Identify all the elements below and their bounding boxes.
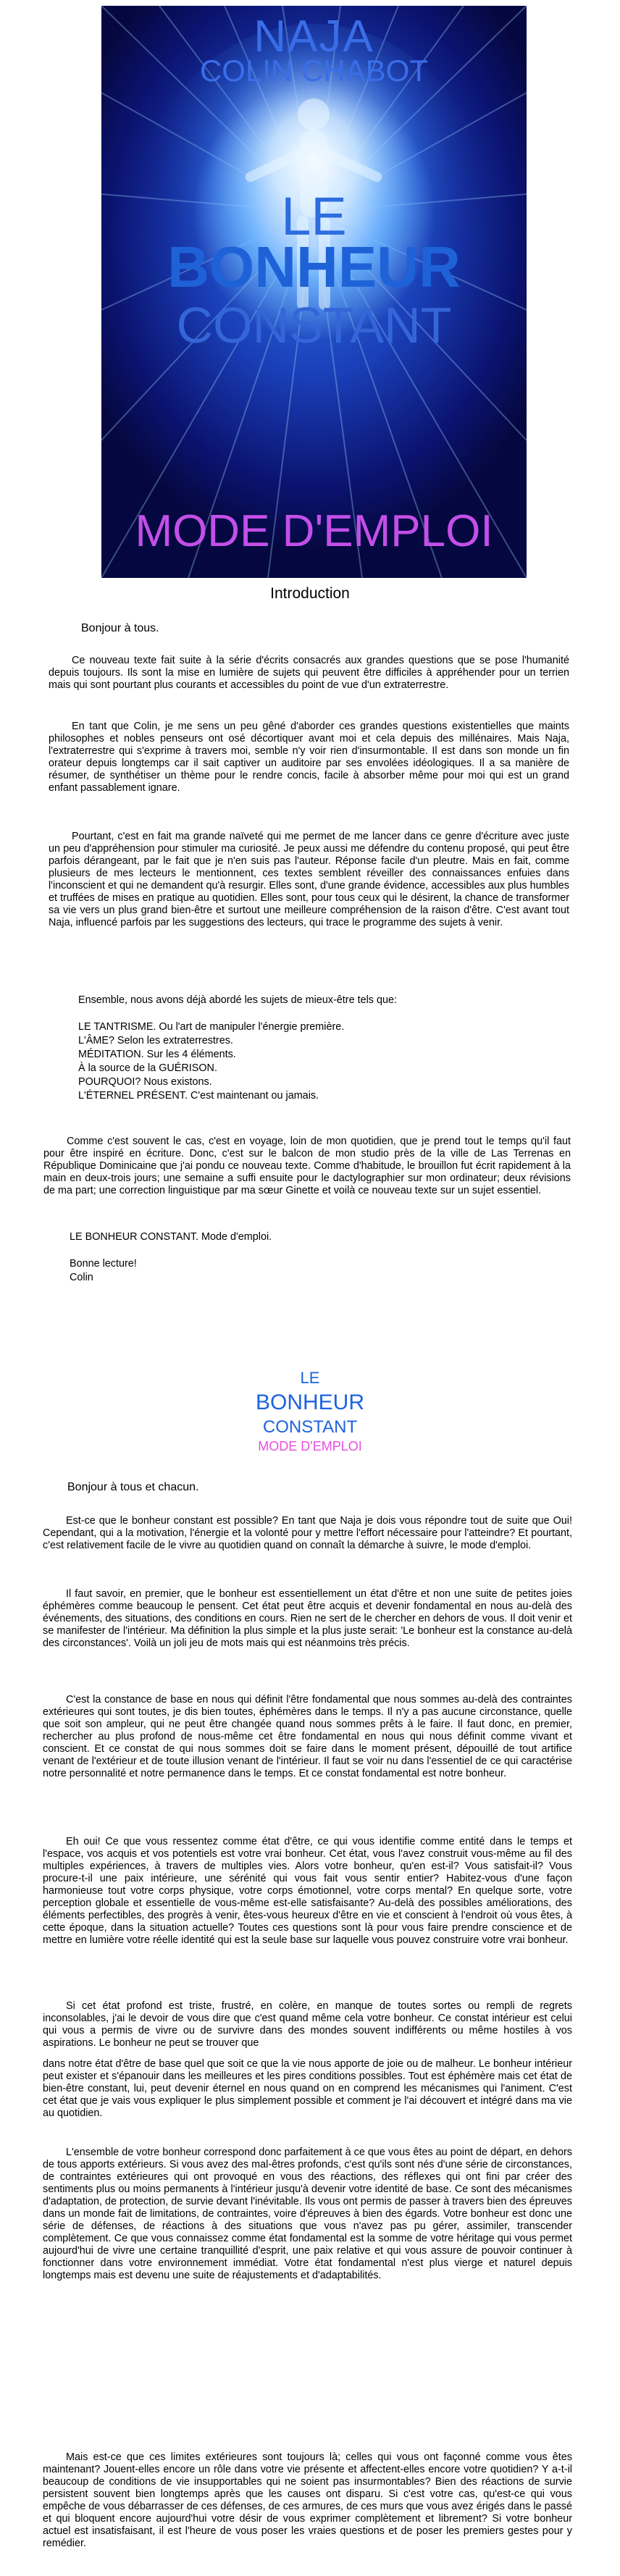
- intro-paragraph-4: Comme c'est souvent le cas, c'est en voyage, loin de mon quotidien, que je prend tout le temps qu'il faut pour être inspiré en écriture. Donc, c'est sur le balcon de mon studio près de la ville de Las Terrenas en République Dominicaine que j'ai pondu ce nouveau texte. Comme d'habitude, le brouillon fut écrit rapidement à la main en deux-trois jours; une semaine a suffi ensuite pour le dactylographier sur mon ordinateur; deux révisions de ma part; une correction linguistique par ma sœur Ginette et voilà ce nouveau texte sur un sujet essentiel.: [43, 1136, 571, 1196]
- intro-closing: Bonne lecture!: [70, 1258, 137, 1270]
- cover-author-first: NAJA: [254, 12, 374, 62]
- topic-item: À la source de la GUÉRISON.: [78, 1062, 217, 1074]
- cover-author-second: COLIN CHABOT: [199, 54, 429, 88]
- intro-announcement: LE BONHEUR CONSTANT. Mode d'emploi.: [70, 1231, 272, 1243]
- body-paragraph-1: Est-ce que le bonheur constant est possible? En tant que Naja je dois vous répondre tout de suite que Oui! Cependant, qui a la motivation, l'énergie et la volonté pour y mettre l'effort nécessaire pour l'atteindre? Et pourtant, c'est relativement facile de le vivre au quotidien quand on connaît la démarche à suivre, le mode d'emploi.: [43, 1515, 572, 1551]
- logo-mode: MODE D'EMPLOI: [258, 1439, 362, 1453]
- topic-item: MÉDITATION. Sur les 4 éléments.: [78, 1049, 236, 1060]
- body-paragraph-3: C'est la constance de base en nous qui définit l'être fondamental que nous sommes au-delà des contraintes extérieures qui sont toutes, je dis bien toutes, éphémères dans le temps. Il n'y a pas aucune circonstance, quelle que soit son ampleur, qui ne peut être changée quand nous sommes prêts à le faire. Il faut donc, en premier, rechercher au plus profond de nous-même cet être fondamental en nous qui nous définit comme vivant et conscient. Et ce constat de qui nous sommes doit se faire dans le moment présent, dépouillé de tout artifice venant de l'extérieur et de toute illusion venant de l'intérieur. Il faut se voir nu dans l'essentiel de ce qui caractérise notre personnalité et notre permanence dans le temps. Et ce constat fondamental est notre bonheur.: [43, 1694, 572, 1779]
- cover-subtitle: MODE D'EMPLOI: [135, 506, 493, 556]
- intro-paragraph-2: En tant que Colin, je me sens un peu gêné d'aborder ces grandes questions existentielles que maints philosophes et nobles penseurs ont osé décortiquer avant moi et cela depuis des millénaires. Mais Naja, l'extraterrestre qui s'exprime à travers moi, semble n'y voir rien d'insurmontable. Il est dans son monde un fin orateur depuis longtemps car il sait captiver un auditoire par ses envolées idéologiques. Il a sa manière de résumer, de synthétiser un thème pour le rendre concis, facile à absorber même pour moi qui est un grand enfant passablement ignare.: [49, 721, 569, 794]
- logo-le: LE: [300, 1369, 320, 1387]
- body-paragraph-2: Il faut savoir, en premier, que le bonheur est essentiellement un état d'être et non une suite de petites joies éphémères comme beaucoup le pensent. Cet état peut être acquis et devenir fondamental en nous au-delà des événements, des situations, des conditions en cours. Rien ne sert de le chercher en dehors de vous. Il doit venir et se manifester de l'intérieur. Ma définition la plus simple et la plus juste serait: 'Le bonheur est la constance au-delà des circonstances'. Voilà un joli jeu de mots mais qui est néanmoins très précis.: [43, 1588, 572, 1649]
- topic-item: POURQUOI? Nous existons.: [78, 1076, 212, 1088]
- body-paragraph-7: L'ensemble de votre bonheur correspond donc parfaitement à ce que vous êtes au point de départ, en dehors de tous apports extérieurs. Si vous avez des mal-êtres profonds, c'est qu'ils sont nés d'une série de circonstances, de contraintes extérieures qui ont provoqué en vous des réactions, des réflexes qui ont fini par créer des sentiments plus ou moins permanents à l'intérieur jusqu'à devenir votre identité de base. Ce sont des mécanismes d'adaptation, de protection, de survie devant l'inévitable. Ils vous ont permis de passer à travers bien des épreuves dans un monde fait de limitations, de contraintes, voire d'épreuves à bien des égards. Votre bonheur est donc une série de défenses, de réactions à des situations que vous n'avez pas pu gérer, assimiler, transcender complètement. Ce que vous connaissez comme état fondamental est la somme de votre héritage qui vous permet aujourd'hui de vivre une certaine tranquillité d'esprit, une paix relative et qui vous assure de pouvoir continuer à fonctionner dans votre environnement immédiat. Votre état fondamental n'est plus vierge et naturel depuis longtemps mais est devenu une suite de réajustements et d'adaptabilités.: [43, 2147, 572, 2281]
- cover-title-constant: CONSTANT: [176, 297, 452, 353]
- intro-paragraph-1: Ce nouveau texte fait suite à la série d'écrits consacrés aux grandes questions que se pose l'humanité depuis toujours. Ils sont la mise en lumière de sujets qui peuvent être difficiles à appréhender pour un terrien mais qui sont pourtant plus courants et accessibles du point de vue d'un extraterrestre.: [49, 655, 569, 691]
- intro-topics-lead: Ensemble, nous avons déjà abordé les sujets de mieux-être tels que:: [78, 994, 397, 1006]
- book-cover-image: [101, 6, 527, 578]
- topic-item: LE TANTRISME. Ou l'art de manipuler l'énergie première.: [78, 1021, 345, 1033]
- body-paragraph-8: Mais est-ce que ces limites extérieures sont toujours là; celles qui vous ont façonné comme vous êtes maintenant? Jouent-elles encore un rôle dans votre vie présente et affectent-elles encore votre quotidien? Y a-t-il beaucoup de conditions de vie insupportables qui ne soient pas insurmontables? Bien des réactions de survie persistent souvent bien longtemps après que les causes ont disparu. Si c'est votre cas, qu'est-ce qui vous empêche de vous débarrasser de ces défenses, de ces armures, de ces murs que vous avez érigés dans le passé et qui bloquent encore aujourd'hui votre désir de vous exprimer complètement et librement? Si votre bonheur actuel est insatisfaisant, il est l'heure de vous poser les vraies questions et de poser les premiers gestes pour y remédier.: [43, 2451, 572, 2549]
- intro-signature: Colin: [70, 1272, 93, 1283]
- cover-title-bonheur: BONHEUR: [167, 235, 461, 299]
- intro-greeting: Bonjour à tous.: [81, 622, 159, 634]
- intro-heading: Introduction: [270, 585, 350, 602]
- body-paragraph-4: Eh oui! Ce que vous ressentez comme état d'être, ce qui vous identifie comme entité dans le temps et l'espace, vos acquis et vos potentiels est votre vrai bonheur. Cet état, vous l'avez construit vous-même au fil des multiples expériences, à travers de multiples vies. Alors votre bonheur, qu'en est-il? Vous satisfait-il? Vous procure-t-il une paix intérieure, une sérénité qui vous fait vous sentir entier? Habitez-vous d'une façon harmonieuse tout votre corps physique, votre corps émotionnel, votre corps mental? En quelque sorte, votre perception globale et essentielle de vous-même est-elle satisfaisante? Au-delà des possibles améliorations, des éléments perfectibles, des progrès à venir, êtes-vous heureux d'être en vie et conscient à l'endroit où vous êtes, à cette époque, dans la situation actuelle? Toutes ces questions sont là pour vous faire prendre conscience et de mettre en lumière votre réelle identité qui est la seule base sur laquelle vous pouvez construire votre vrai bonheur.: [43, 1836, 572, 1946]
- topic-item: L'ÂME? Selon les extraterrestres.: [78, 1035, 233, 1046]
- topic-item: L'ÉTERNEL PRÉSENT. C'est maintenant ou jamais.: [78, 1090, 319, 1102]
- body-paragraph-5: Si cet état profond est triste, frustré, en colère, en manque de toutes sortes ou rempli de regrets inconsolables, j'ai le devoir de vous dire que c'est quand même cela votre bonheur. Ce constat intérieur est celui qui vous a permis de vivre ou de survivre dans des mondes souvent indifférents ou même hostiles à vos aspirations. Le bonheur ne peut se trouver que: [43, 2000, 572, 2049]
- body-greeting: Bonjour à tous et chacun.: [67, 1481, 199, 1493]
- cover-title-le: LE: [281, 186, 347, 246]
- logo-constant: CONSTANT: [262, 1417, 358, 1437]
- logo-bonheur: BONHEUR: [255, 1390, 364, 1414]
- intro-paragraph-3: Pourtant, c'est en fait ma grande naïveté qui me permet de me lancer dans ce genre d'écriture avec juste un peu d'appréhension pour stimuler ma curiosité. Je peux aussi me défendre du contenu proposé, qui peut être parfois dérangeant, par le fait que je n'en suis pas l'auteur. Réponse facile d'un pleutre. Mais en fait, comme plusieurs de mes lecteurs le mentionnent, ces textes semblent réveiller des connaissances enfuies dans l'inconscient et qui ne demandent qu'à resurgir. Elles sont, d'une grande évidence, accessibles aux plus humbles et truffées de mises en pratique au quotidien. Elles sont, pour tous ceux qui le désirent, la chance de transformer sa vie vers un plus grand bien-être et surtout une meilleure compréhension de la raison d'être. C'est avant tout Naja, influencé parfois par les suggestions des lecteurs, qui trace le programme des sujets à venir.: [49, 831, 569, 928]
- body-paragraph-6: dans notre état d'être de base quel que soit ce que la vie nous apporte de joie ou de malheur. Le bonheur intérieur peut exister et s'épanouir dans les meilleures et les pires conditions possibles. Tout est éphémère mais cet état de bien-être constant, lui, peut devenir éternel en nous quand on en comprend les mécanismes qui l'animent. C'est cet état que je vais vous expliquer le plus simplement possible et comment je l'ai découvert et intégré dans ma vie au quotidien.: [43, 2058, 572, 2119]
